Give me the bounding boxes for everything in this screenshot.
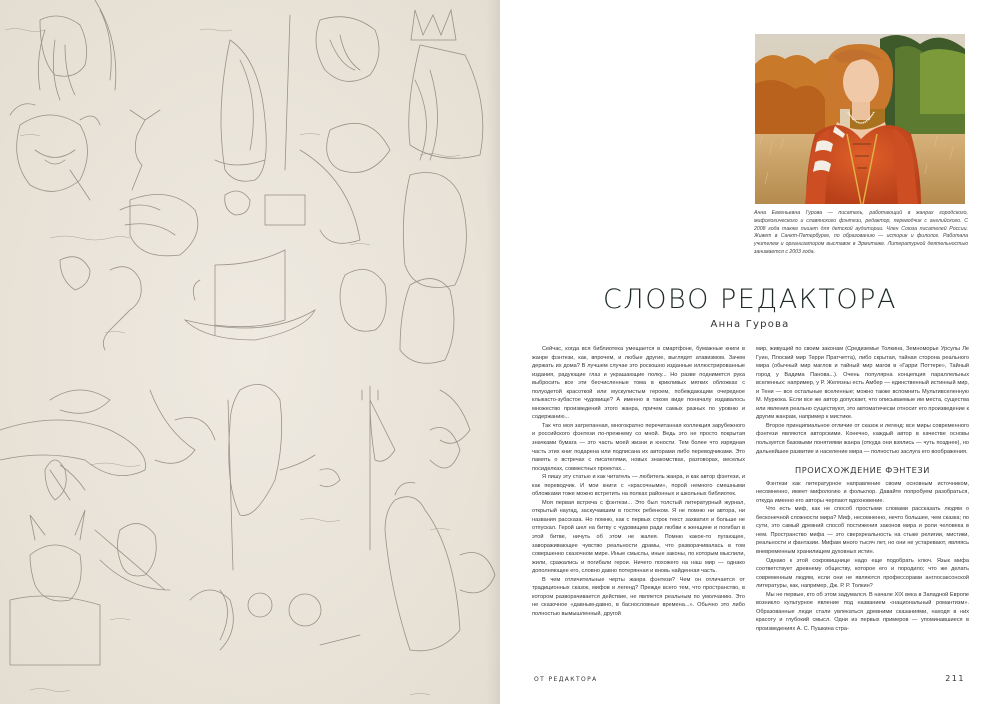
paragraph: мир, живущий по своим законам (Средиземье Толкина, Земноморье Урсулы Ле Гуин, Плоский мир Терри Пратчетта), либо скрытая, тайная сторона реального мира (обычный мир маглов и тайный мир магов в «Гарри Поттере», Тайный город у Вадима Панова...). Очень популярна концепция параллельных вселенных: например, у Р. Желязны есть Амбер — единственный истинный мир, и Тени — все остальные вселенные; можно также вспомнить Мультивселенную М. Муркока. Если все же автор допускает, что описываемые им места, существа или явления реально существуют, это автоматически относит его произведение к другим жанрам, например к мистике.: [756, 346, 969, 421]
paragraph: В чем отличительные черты жанра фэнтези? Чем он отличается от традиционных сказок, мифов и легенд? Прежде всего тем, что пространство, в котором разворачивается действие, не является реальным по умолчанию. Это не сказочное «давным-давно, в баснословные времена...». Обычно это либо полностью вымышленный, другой: [532, 576, 745, 617]
page-number: 211: [945, 674, 965, 683]
author-portrait-image: [755, 34, 965, 204]
text-column-left: [532, 345, 745, 619]
paragraph: Так что моя затрепанная, многократно перечитанная коллекция зарубежного и российского фэнтези по-прежнему со мной. Ведь это не просто покрытая значками бумага — это часть моей жизни и юности. Тем более что изрядная часть этих книг подарена или подписана их авторами либо переводчиками. Это память о встречах с писателями, новых знакомствах, разговорах, веселых посиделках, совместных проектах...: [532, 422, 745, 472]
paragraph: Однако к этой сокровищнице надо еще подобрать ключ. Язык мифа соответствует древнему обществу, которое его и породило; что же делать современным людям, если они не являются профессорами англосаксонской литературы, как, например, Дж. Р. Р. Толкин?: [756, 557, 969, 590]
running-footer-section: ОТ РЕДАКТОРА: [534, 676, 598, 683]
paragraph: Я пишу эту статью и как читатель — любитель жанра, и как автор фэнтези, и как переводчик. И мои книги с «красочными», порой немного смешными обложками тоже можно встретить на полках районных и школьных библиотек.: [532, 474, 745, 498]
paragraph: Второе принципиальное отличие от сказок и легенд: все миры современного фэнтези являются авторскими. Конечно, каждый автор в качестве основы пользуется базовыми понятиями жанра (откуда они взялись — чуть позднее), но дальнейшее развитие и население мира — полностью заслуга его воображения.: [756, 422, 969, 455]
paragraph: Сейчас, когда вся библиотека умещается в смартфоне, бумажные книги в жанре фэнтези, как, впрочем, и любые другие, выглядят атавизмом. Зачем держать их дома? В лучшем случае это роскошно изданные иллюстрированные издания, радующие глаз и украшающие полку... Но разве поднимется рука выбросить все эти бесчисленные тома в крикливых мягких обложках с полуодетой красоткой или мускулистым героем, побеждающим очередное клыкасто-зубастое чудовище? А именно в таком виде поначалу издавалось множество произведений этого жанра, причем самых разных по уровню и содержанию...: [532, 346, 745, 421]
text-column-right: [756, 345, 969, 634]
paragraph: Моя первая встреча с фэнтези... Это был толстый литературный журнал, открытый наугад, заскучавшим в гостях ребенком. Я не помню ни автора, ни названия рассказа. Но помню, как с первых строк текст захватил и больше не отпускал. Герой шел на битву с чудовищем ради любви к женщине и погибал в этой битве, ничуть об этом не жалея. Помню какое-то пугающее, завораживающее чувство реальности драмы, что разворачивалась в том совершенно сказочном мире. Иные смыслы, иные законы, по которым мыслили, жили, сражались и погибали герои. Ничего похожего на наш мир — однако дополняющее его, словно давно потерянная и вновь найденная часть.: [532, 499, 745, 575]
author-name: Анна Гурова: [710, 319, 790, 330]
author-portrait-photo: [755, 34, 965, 204]
photo-caption: Анна Евгеньевна Гурова — писатель, работающий в жанрах городского, мифологического и славянского фэнтези, редактор, переводчик с английского. С 2008 года также пишет для детской аудитории. Член Союза писателей России. Живет в Санкт-Петербурге, по образованию — историк и филолог. Работала учителем и организатором выставок в Эрмитаже. Литературной деятельностью занимается с 2003 года.: [754, 210, 968, 255]
right-page-editorial: [500, 0, 1000, 704]
paragraph: Что есть миф, как не способ простыми словами рассказать людям о бесконечной сложности мира? Миф, несомненно, нечто большее, чем сказка; по сути, это самый древний способ постижения законов мира и роли человека в нем. Пространство мифа — это сверхреальность на стыке религии, мистики, реальности и фантазии. Мифам много тысяч лет, но они не устаревают, являясь вневременным хранилищем духовных истин.: [756, 506, 969, 556]
gutter-shadow: [486, 0, 500, 704]
paragraph: Фэнтези как литературное направление своим основным источником, несомненно, имеет мифологию и фольклор. Давайте попробуем разобраться, откуда именно его авторы черпают вдохновение.: [756, 480, 969, 504]
section-subheading: ПРОИСХОЖДЕНИЕ ФЭНТЕЗИ: [795, 465, 930, 476]
page-title: СЛОВО РЕДАКТОРА: [603, 284, 897, 315]
paragraph: Мы не первые, кто об этом задумался. В начале XIX века в Западной Европе возникло культурное явление под названием «национальный романтизм». Образованные люди стали увлекаться древними сказаниями, находя в них красоту и глубокий смысл. Одни из первых примеров — упоминавшиеся в произведениях А. С. Пушкина стра-: [756, 591, 969, 632]
